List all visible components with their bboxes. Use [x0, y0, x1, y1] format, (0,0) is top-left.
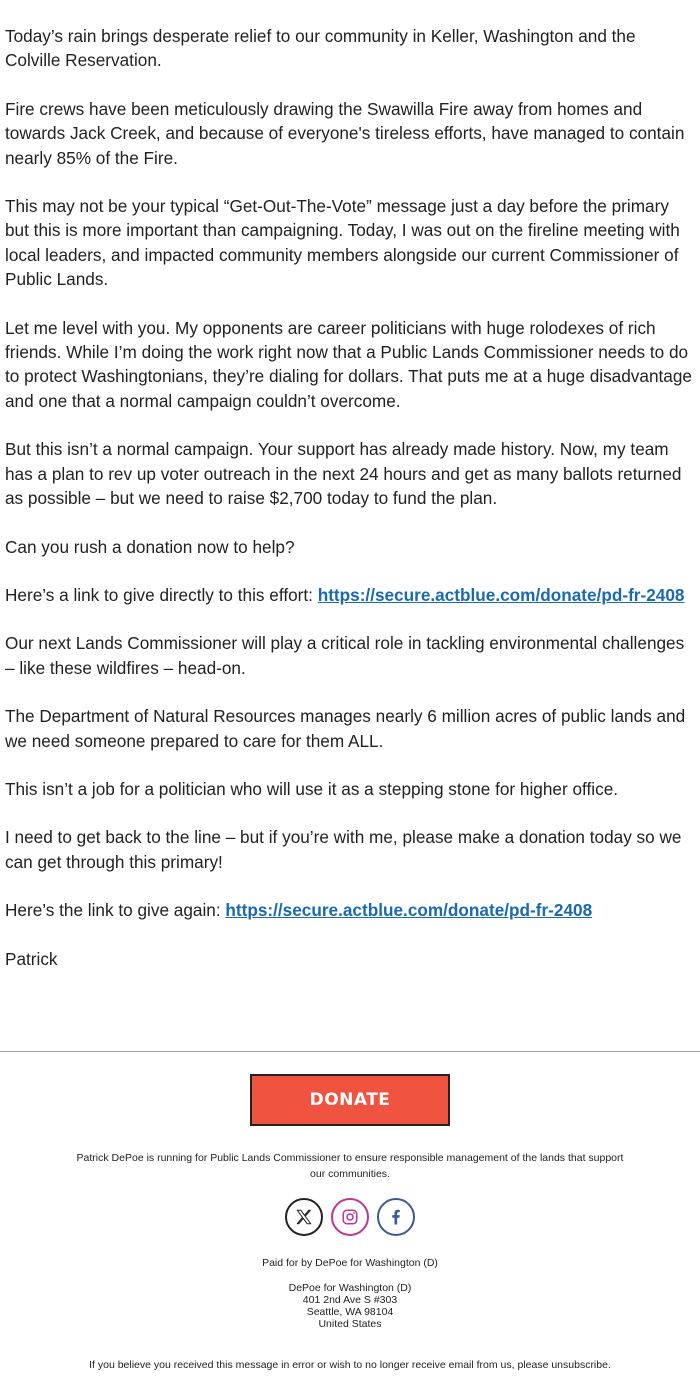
link-1-prefix: Here’s a link to give directly to this effort: — [5, 584, 318, 605]
spacer — [0, 995, 700, 1051]
signature: Patrick — [5, 948, 58, 969]
address-line-2: 401 2nd Ave S #303 — [302, 1293, 398, 1306]
donate-button[interactable]: DONATE — [250, 1074, 450, 1126]
mission-statement: Patrick DePoe is running for Public Lands Commissioner to ensure responsible management of the lands that support our communities. — [76, 1151, 624, 1180]
link-2-prefix: Here’s the link to give again: — [5, 900, 226, 921]
paragraph-dnr: The Department of Natural Resources manages nearly 6 million acres of public lands and we need someone prepared to care for them ALL. — [5, 706, 686, 751]
facebook-icon — [387, 1208, 405, 1226]
donate-link-1[interactable]: https://secure.actblue.com/donate/pd-fr-2408 — [317, 584, 685, 605]
paragraph-back-to-line: I need to get back to the line – but if you’re with me, please make a donation today so we can get through this primary! — [5, 827, 682, 872]
x-icon — [295, 1208, 313, 1226]
paragraph-level-with-you: Let me level with you. My opponents are career politicians with huge rolodexes of rich friends. While I’m doing the work right now that a Public Lands Commissioner needs to do to protect Washingtonians, they’re dialing for dollars. That puts me at a huge disadvantage and one that a normal campaign couldn’t overcome. — [5, 317, 692, 411]
address-line-3: Seattle, WA 98104 — [306, 1305, 394, 1318]
paragraph-link-2 — [5, 898, 695, 922]
mailing-address — [0, 1282, 700, 1330]
instagram-icon — [341, 1208, 359, 1226]
address-line-1: DePoe for Washington (D) — [288, 1281, 412, 1294]
footer — [0, 1052, 700, 1372]
paragraph-rain-relief: Today’s rain brings desperate relief to our community in Keller, Washington and the Colville Reservation. — [5, 26, 636, 71]
paragraph-link-1 — [5, 583, 695, 607]
unsubscribe-notice: If you believe you received this message in error or wish to no longer receive email from us, please unsubscribe. — [89, 1358, 611, 1371]
paragraph-fire-crews: Fire crews have been meticulously drawing the Swawilla Fire away from homes and towards Jack Creek, and because of everyone's tireless efforts, have managed to contain nearly 85% of the Fire. — [5, 98, 685, 168]
paragraph-rush-donation: Can you rush a donation now to help? — [5, 536, 295, 557]
paid-for-disclaimer: Paid for by DePoe for Washington (D) — [262, 1256, 438, 1269]
facebook-social-link[interactable] — [377, 1198, 415, 1236]
paragraph-next-commissioner: Our next Lands Commissioner will play a critical role in tackling environmental challenges – like these wildfires – head-on. — [5, 633, 685, 678]
social-links — [0, 1198, 700, 1238]
instagram-social-link[interactable] — [331, 1198, 369, 1236]
donate-link-2[interactable]: https://secure.actblue.com/donate/pd-fr-2408 — [225, 900, 593, 921]
paragraph-normal-campaign: But this isn’t a normal campaign. Your support has already made history. Now, my team has a plan to rev up voter outreach in the next 24 hours and get as many ballots returned as possible – but we need to raise $2,700 today to fund the plan. — [5, 439, 682, 509]
paragraph-not-a-politician: This isn’t a job for a politician who will use it as a stepping stone for higher office. — [5, 778, 619, 799]
x-social-link[interactable] — [285, 1198, 323, 1236]
paragraph-gotv: This may not be your typical “Get-Out-The-Vote” message just a day before the primary but this is more important than campaigning. Today, I was out on the fireline meeting with local leaders, and impacted community members alongside our current Commissioner of Public Lands. — [5, 196, 680, 290]
address-line-4: United States — [318, 1317, 382, 1330]
